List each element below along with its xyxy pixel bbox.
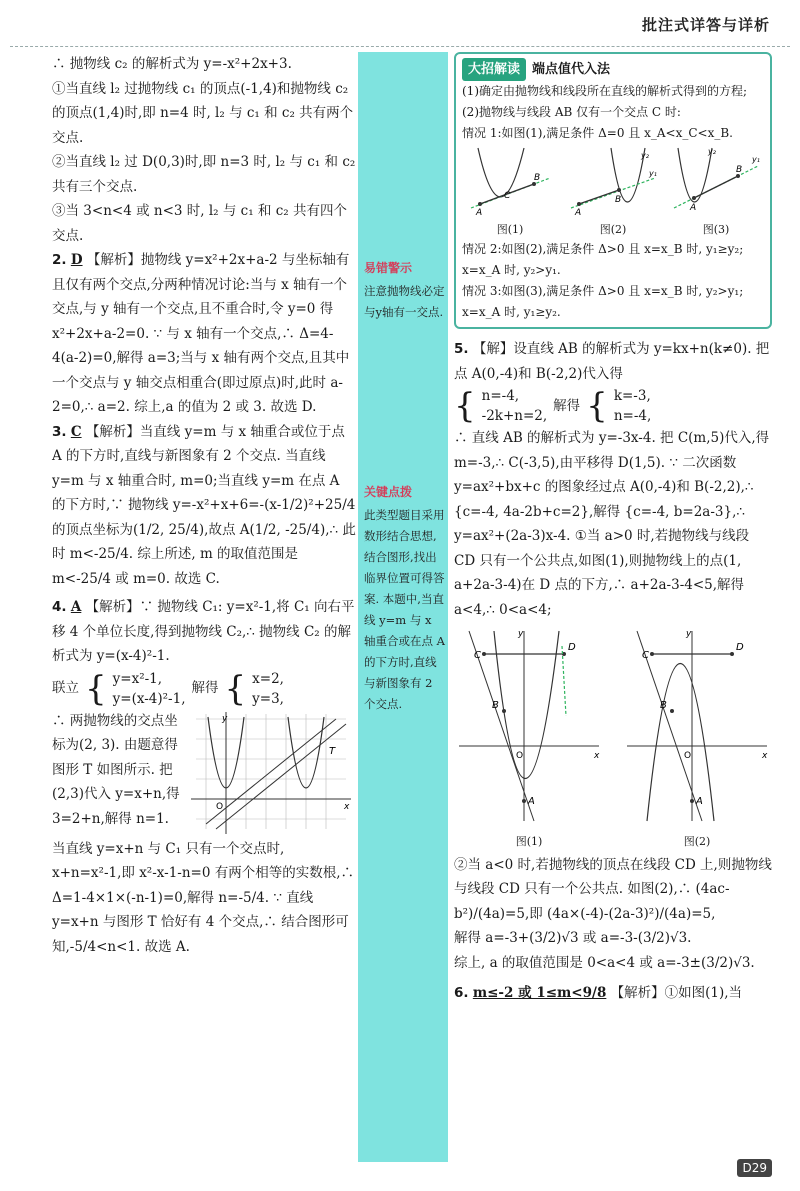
question-6-text: 【解析】①如图(1),当 [610,985,743,1001]
question-5-solve-label: 解得 [553,397,581,414]
margin-note-2 [364,482,446,715]
question-6 [454,981,772,1006]
question-5-graphs [454,626,772,849]
svg-text:B: B [534,173,541,183]
margin-note-1 [364,258,446,323]
tip-line-3: 情况 1:如图(1),满足条件 Δ=0 且 x_A<x_C<x_B. [462,126,733,140]
left-column [52,52,357,959]
svg-text:B: B [615,195,622,205]
question-4-text-1: 【解析】∵ 抛物线 C₁: y=x²-1,将 C₁ 向右平移 4 个单位长度,得到抛物线 C₂,∴ 抛物线 C₂ 的解析式为 y=(x-4)²-1. [52,599,355,664]
tip-figure-1 [466,146,554,216]
question-6-number: 6. [454,985,469,1001]
margin-note-1-title: 易错警示 [364,261,413,275]
svg-text:y: y [222,713,228,724]
question-4-text-3: 当直线 y=x+n 与 C₁ 只有一个交点时, x+n=x²-1,即 x²-x-1-n=0 有两个相等的实数根,∴ Δ=1-4×1×(-n-1)=0,解得 n=-5/4. ∵ 直线 y=x+n 与图形 T 恰好有 4 个交点,∴ 结合图形可知,-5/4<n<1. 故选 A. [52,840,355,955]
tip-figure-1-label: 图(1) [496,223,524,236]
svg-text:D: D [568,642,576,653]
question-4-graph [186,709,356,837]
svg-text:A: A [528,796,535,807]
tip-figure-2 [569,146,657,216]
svg-text:C: C [474,650,481,661]
question-2 [52,248,357,420]
margin-note-1-text: 注意抛物线必定与y轴有一交点. [364,284,445,319]
left-para-1: ∴ 抛物线 c₂ 的解析式为 y=-x²+2x+3. [52,56,292,72]
question-5-text-1: 【解】设直线 AB 的解析式为 y=kx+n(k≠0). 把点 A(0,-4)和 B(-2,2)代入得 [454,341,770,382]
page-number: D29 [737,1159,772,1177]
header-title: 批注式详答与详析 [641,16,770,34]
svg-text:y₂: y₂ [708,147,716,156]
tip-line-5: 情况 3:如图(3),满足条件 Δ>0 且 x=x_B 时, y₂>y₁; x=x_A 时, y₁≥y₂. [462,284,744,319]
tip-box [454,52,772,329]
tip-subtitle: 端点值代入法 [532,62,611,77]
svg-text:A: A [690,203,697,213]
svg-text:D: D [736,642,744,653]
svg-text:A: A [476,208,483,216]
question-3-text: 【解析】当直线 y=m 与 x 轴重合或位于点 A 的下方时,直线与新图象有 2 个交点. 当直线 y=m 与 x 轴重合时, m=0;当直线 y=m 在点 A 的下方时,∵ 抛物线 y=-x²+x+6=-(x-1/2)²+25/4 的顶点坐标为(1/2, 25/4),故点 A(1/2, -25/4),∴ 此时 m<-25/4. 综上所述, m 的取值范围是 m<-25/4 或 m=0. 故选 C. [52,423,356,587]
question-4-sol-1: x=2, [252,670,284,687]
question-5-eq-1: n=-4, [481,388,520,404]
question-4-number: 4. [52,599,67,615]
question-5-sol-2: n=-4, [613,408,652,424]
question-6-answer: m≤-2 或 1≤m<9/8 [472,985,607,1001]
left-para-3: ②当直线 l₂ 过 D(0,3)时,即 n=3 时, l₂ 与 c₁ 和 c₂ 共有三个交点. [52,154,356,195]
margin-note-2-title: 关键点拨 [364,485,413,499]
question-3-number: 3. [52,423,67,440]
margin-column [358,52,448,1162]
svg-text:y: y [518,629,524,639]
svg-text:O: O [516,751,524,761]
svg-text:C: C [504,191,511,201]
svg-text:x: x [594,751,600,761]
svg-text:x: x [344,801,350,812]
question-2-text: 【解析】抛物线 y=x²+2x+a-2 与坐标轴有且仅有两个交点,分两种情况讨论:当与 x 轴有一个交点,与 y 轴有一个交点,且不重合时,令 y=0 得 x²+2x+a-2=0. ∵ 与 x 轴有一个交点,∴ Δ=4-4(a-2)=0,解得 a=3;当与 x 轴有两个交点,且其中一个交点与 y 轴交点相重合(即过原点)时,此时 a-2=0,∴ a=2. 综上,a 的值为 2 或 3. 故选 D. [52,252,350,415]
question-4-lianli: 联立 [52,680,79,697]
question-2-number: 2. [52,252,67,268]
svg-text:B: B [660,700,667,711]
svg-text:O: O [684,751,692,761]
question-4-eq-2: y=(x-4)²-1, [112,690,186,707]
tip-header [462,58,764,81]
right-column [454,52,772,1006]
question-5-text-3: ②当 a<0 时,若抛物线的顶点在线段 CD 上,则抛物线与线段 CD 只有一个公共点. 如图(2),∴ (4ac-b²)/(4a)=5,即 (4a×(-4)-(2a-3)²)/(4a)=5, [454,856,772,922]
tip-figure-3-label: 图(3) [702,223,730,236]
question-4-text-2: ∴ 两抛物线的交点坐标为(2, 3). 由题意得图形 T 如图所示. 把(2,3)代入 y=x+n,得 3=2+n,解得 n=1. [52,712,180,827]
question-3-answer: C [70,423,82,440]
tip-figure-3 [672,146,760,216]
question-4-answer: A [70,599,82,615]
question-5 [454,337,772,386]
question-2-answer: D [70,252,83,268]
question-5-graph-2-label: 图(2) [683,834,711,848]
left-para-2: ①当直线 l₂ 过抛物线 c₁ 的顶点(-1,4)和抛物线 c₂ 的顶点(1,4)时,即 n=4 时, l₂ 与 c₁ 和 c₂ 共有两个交点. [52,80,354,146]
tip-line-2: (2)抛物线与线段 AB 仅有一个交点 C 时: [462,105,681,119]
svg-text:A: A [575,208,582,216]
question-5-text-2: ∴ 直线 AB 的解析式为 y=-3x-4. 把 C(m,5)代入,得 m=-3,∴ C(-3,5),由平移得 D(1,5). ∵ 二次函数 y=ax²+bx+c 的图象经过点 A(0,-4)和 B(-2,2),∴ {c=-4, 4a-2b+c=2},解得 {c=-4, b=2a-3},∴ y=ax²+(2a-3)x-4. ①当 a>0 时,若抛物线与线段 CD 只有一个公共点,如图(1),则抛物线上的点(1, a+2a-3-4)在 D 点的下方,∴ a+2a-3-4<5,解得 a<4,∴ 0<a<4; [454,430,770,618]
tip-figure-2-label: 图(2) [599,223,627,236]
question-5-graph-1 [454,626,604,826]
svg-text:y: y [686,629,692,639]
left-para-4: ③当 3<n<4 或 n<3 时, l₂ 与 c₁ 和 c₂ 共有四个交点. [52,203,347,244]
svg-text:y₂: y₂ [641,151,649,160]
margin-note-2-text: 此类型题目采用数形结合思想,结合图形,找出临界位置可得答案. 本题中,当直线 y=m 与 x 轴重合或在点 A 的下方时,直线与新图象有 2 个交点. [364,508,445,711]
question-5-graph-2 [622,626,772,826]
question-5-sol-1: k=-3, [613,388,651,404]
tip-line-1: (1)确定由抛物线和线段所在直线的解析式得到的方程; [462,84,748,98]
question-4-solve-label: 解得 [191,680,219,697]
svg-text:B: B [736,165,743,175]
tip-badge: 大招解读 [462,58,526,81]
question-4-eq-1: y=x²-1, [112,670,163,687]
question-4-sol-2: y=3, [252,690,284,707]
svg-text:T: T [329,745,336,757]
question-4-system: 联立 { y=x²-1, y=(x-4)²-1, 解得 { x=2, y=3, [52,668,284,709]
header-divider [10,46,790,47]
svg-text:C: C [642,650,649,661]
svg-text:y₁: y₁ [752,155,760,164]
svg-text:x: x [762,751,768,761]
question-5-number: 5. [454,341,469,357]
svg-text:y₁: y₁ [649,169,657,178]
svg-text:B: B [492,700,499,711]
question-5-system: { n=-4, -2k+n=2, 解得 { k=-3, n=-4, [454,386,652,426]
svg-text:O: O [216,801,224,812]
question-5-eq-2: -2k+n=2, [481,408,548,424]
tip-line-4: 情况 2:如图(2),满足条件 Δ>0 且 x=x_B 时, y₁≥y₂; x=x_A 时, y₂>y₁. [462,242,744,277]
question-3 [52,420,357,592]
tip-figures [462,144,764,239]
question-5-graph-1-label: 图(1) [515,834,543,848]
question-4 [52,595,357,669]
question-5-text-5: 综上, a 的取值范围是 0<a<4 或 a=-3±(3/2)√3. [454,954,755,971]
question-5-text-4: 解得 a=-3+(3/2)√3 或 a=-3-(3/2)√3. [454,930,692,946]
svg-text:A: A [696,796,703,807]
